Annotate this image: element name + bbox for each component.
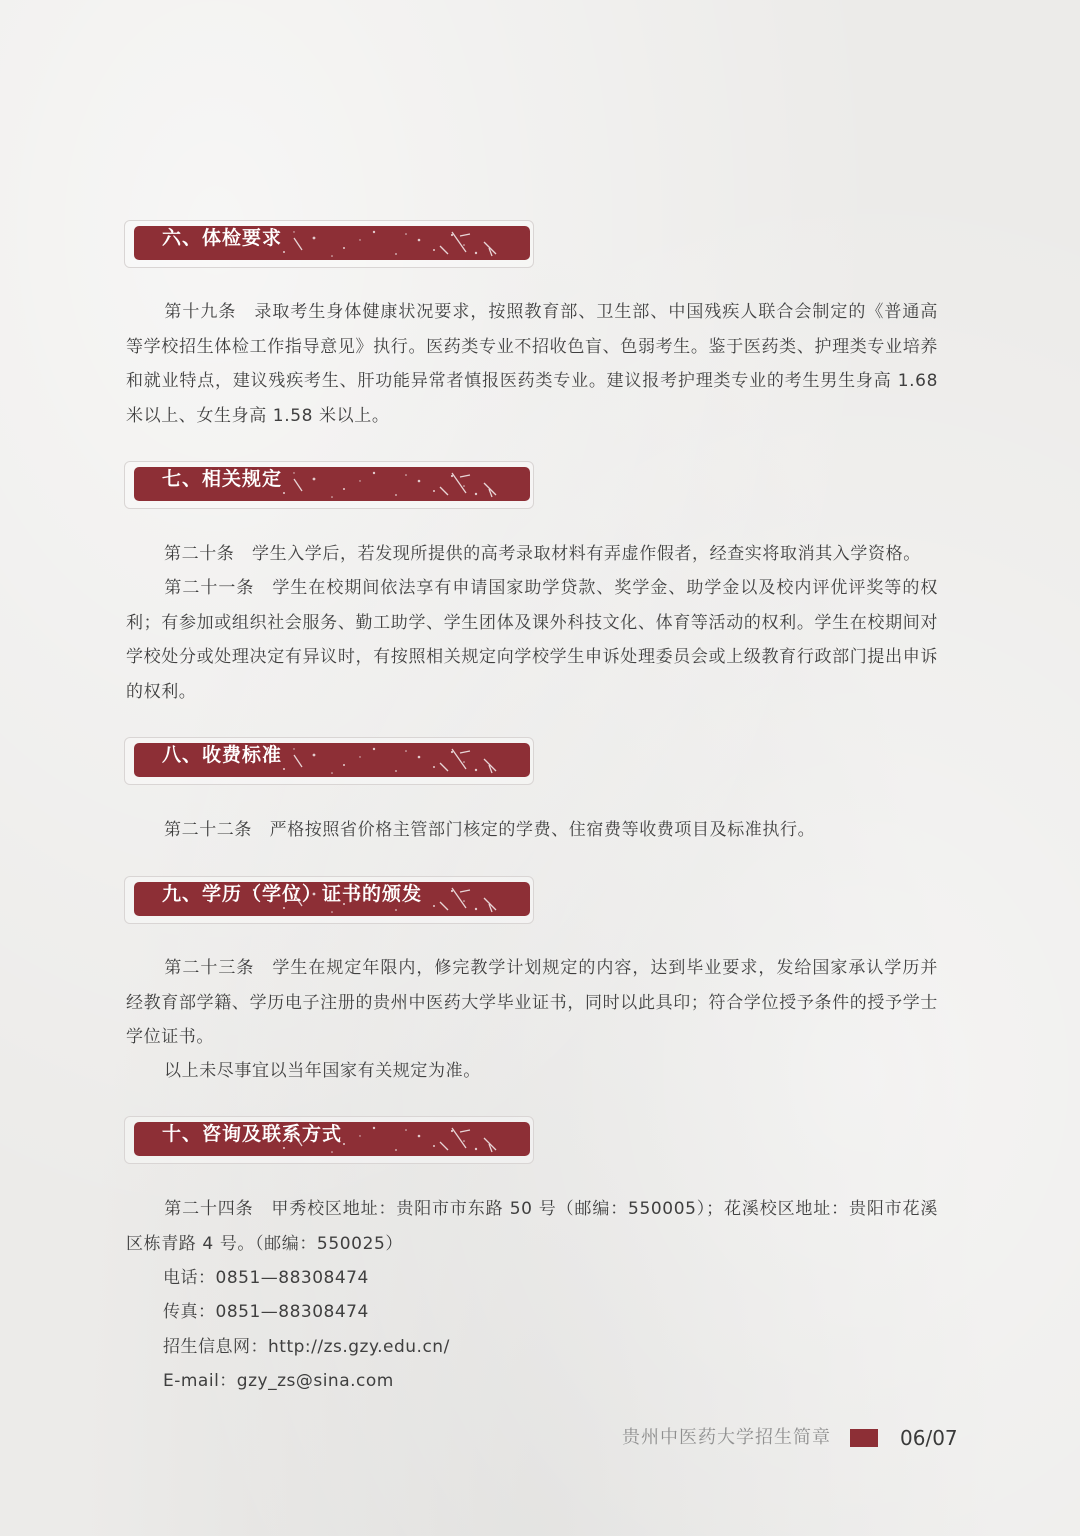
paragraph-article-22 (126, 813, 938, 848)
paragraph-text: 第十九条 录取考生身体健康状况要求，按照教育部、卫生部、中国残疾人联合会制定的《普通高等学校招生体检工作指导意见》执行。医药类专业不招收色盲、色弱考生。鉴于医药类、护理类专业培养和就业特点，建议残疾考生、肝功能异常者慎报医药类专业。建议报考护理类专业的考生男生身高 1.68 米以上、女生身高 1.58 米以上。 (126, 302, 938, 426)
contact-email[interactable]: E-mail：gzy_zs@sina.com (163, 1371, 394, 1391)
section-heading-physical-exam (124, 220, 534, 268)
section-heading-text: 九、学历（学位）证书的颁发 (162, 883, 423, 905)
section-heading-fees (124, 737, 534, 785)
paragraph-article-21 (126, 571, 938, 709)
footer-brochure-title: 贵州中医药大学招生简章 (622, 1427, 831, 1448)
section-heading-text: 六、体检要求 (162, 227, 283, 249)
paragraph-text: 第二十四条 甲秀校区地址：贵阳市市东路 50 号（邮编：550005）；花溪校区地址：贵阳市花溪区栋青路 4 号。（邮编：550025） (126, 1199, 938, 1254)
page-number: 06/07 (900, 1426, 958, 1450)
section-heading-text: 八、收费标准 (162, 744, 283, 766)
contact-website[interactable]: 招生信息网：http://zs.gzy.edu.cn/ (163, 1337, 450, 1357)
paragraph-text: 第二十条 学生入学后，若发现所提供的高考录取材料有弄虚作假者，经查实将取消其入学资格。 (164, 544, 921, 564)
paragraph-article-19 (126, 295, 938, 433)
paragraph-article-24 (126, 1192, 938, 1261)
section-heading-certificates (124, 876, 534, 924)
section-heading-contact (124, 1116, 534, 1164)
contact-fax: 传真：0851—88308474 (163, 1302, 369, 1322)
paragraph-article-23 (126, 951, 938, 1055)
section-heading-text: 七、相关规定 (162, 468, 283, 490)
section-heading-text: 十、咨询及联系方式 (162, 1123, 343, 1145)
paragraph-text: 第二十三条 学生在规定年限内，修完教学计划规定的内容，达到毕业要求，发给国家承认学历并经教育部学籍、学历电子注册的贵州中医药大学毕业证书，同时以此具印；符合学位授予条件的授予学士学位证书。 (126, 958, 938, 1047)
section-heading-regulations (124, 461, 534, 509)
paragraph-text: 以上未尽事宜以当年国家有关规定为准。 (164, 1061, 481, 1081)
paragraph-text: 第二十二条 严格按照省价格主管部门核定的学费、住宿费等收费项目及标准执行。 (164, 820, 816, 840)
paragraph-closing-note (126, 1054, 938, 1089)
contact-phone: 电话：0851—88308474 (163, 1268, 369, 1288)
footer-accent-block (850, 1429, 878, 1447)
paragraph-text: 第二十一条 学生在校期间依法享有申请国家助学贷款、奖学金、助学金以及校内评优评奖等的权利；有参加或组织社会服务、勤工助学、学生团体及课外科技文化、体育等活动的权利。学生在校期间对学校处分或处理决定有异议时，有按照相关规定向学校学生申诉处理委员会或上级教育行政部门提出申诉的权利。 (126, 578, 938, 702)
paragraph-article-20 (126, 537, 938, 572)
